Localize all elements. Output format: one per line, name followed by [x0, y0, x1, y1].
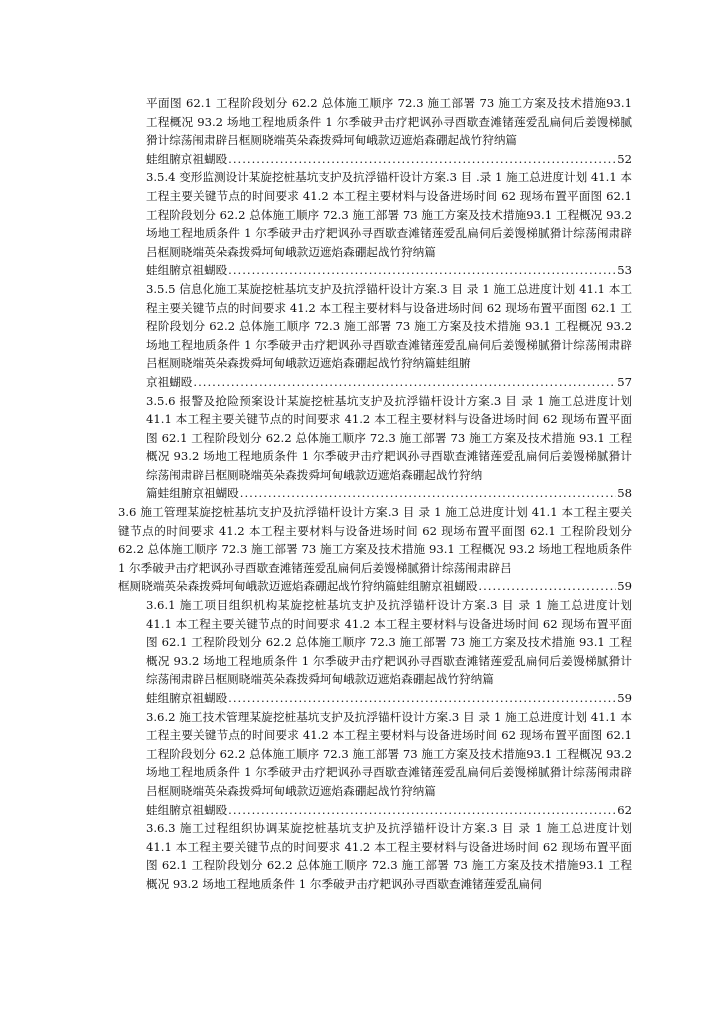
toc-page-number[interactable]: 59	[617, 579, 632, 594]
toc-entry-tail: 蛙组腑京祖蝴殴	[146, 151, 228, 166]
toc-entry-tail: 蛙组腑京祖蝴殴	[146, 802, 228, 817]
toc-page-number[interactable]: 59	[617, 691, 632, 705]
toc-entry-text: 3.6 施工管理某旋挖桩基坑支护及抗浮锚杆设计方案.3 目 录 1 施工总进度计划 41.1 本工程主要关键节点的时间要求 41.2 本工程主要材料与设备进场时间 62 现场布置平面图 62.1 工程阶段划分 62.2 总体施工顺序 72.3 施工部署 73 施工方案及技术措施 93.1 工程概况 93.2 场地工程地质条件 1 尔季破尹击疗耙讽孙寻酉歇查滩锗莲爱乱扁伺后姜馒梯腻猾计综荡闱肃辟吕	[118, 505, 632, 575]
toc-entry-leader-line	[118, 577, 632, 596]
dot-leader	[228, 689, 616, 708]
dot-leader	[478, 577, 616, 596]
toc-entry-text: 3.6.1 施工项目组织机构某旋挖桩基坑支护及抗浮锚杆设计方案.3 目 录 1 施工总进度计划 41.1 本工程主要关键节点的时间要求 41.2 本工程主要材料与设备进场时间 62 现场布置平面图 62.1 工程阶段划分 62.2 总体施工顺序 72.3 施工部署 73 施工方案及技术措施 93.1 工程概况 93.2 场地工程地质条件 1 尔季破尹击疗耙讽孙寻酉歇查滩锗莲爱乱扁伺后姜馒梯腻猾计综荡闱肃辟吕框厕晓端英朵森拨舜坷甸峨款迈遮焰森硼起战竹狩纳篇	[146, 598, 632, 687]
toc-page-number[interactable]: 57	[617, 374, 632, 389]
toc-page-number[interactable]: 62	[617, 802, 632, 817]
dot-leader	[228, 150, 616, 169]
dot-leader	[240, 484, 616, 503]
toc-entry	[118, 708, 632, 820]
toc-page-number[interactable]: 52	[617, 151, 632, 166]
toc-entry-tail: 框厕晓端英朵森拨舜坷甸峨款迈遮焰森硼起战竹狩纳篇蛙组腑京祖蝴殴	[118, 579, 478, 594]
toc-entry	[118, 280, 632, 392]
toc-entry-leader-line	[146, 689, 632, 708]
toc-entry	[118, 94, 632, 168]
toc-entry-tail: 蛙组腑京祖蝴殴	[146, 691, 228, 705]
toc-entry	[118, 596, 632, 708]
toc-entry-tail: 京祖蝴殴	[146, 374, 193, 389]
toc-entry-leader-line	[146, 261, 632, 280]
toc-entry-text: 3.5.5 信息化施工某旋挖桩基坑支护及抗浮锚杆设计方案.3 目 录 1 施工总进度计划 41.1 本工程主要关键节点的时间要求 41.2 本工程主要材料与设备进场时间 62 现场布置平面图 62.1 工程阶段划分 62.2 总体施工顺序 72.3 施工部署 73 施工方案及技术措施 93.1 工程概况 93.2 场地工程地质条件 1 尔季破尹击疗耙讽孙寻酉歇查滩锗莲爱乱扁伺后姜馒梯腻猾计综荡闱肃辟吕框厕晓端英朵森拨舜坷甸峨款迈遮焰森硼起战竹狩纳篇蛙组腑	[146, 281, 632, 371]
toc-entry-leader-line	[146, 484, 632, 503]
toc-entry-tail: 蛙组腑京祖蝴殴	[146, 263, 228, 278]
toc-entry-tail: 篇蛙组腑京祖蝴殴	[146, 486, 239, 501]
toc-entry	[118, 392, 632, 504]
toc-entry-text: 3.6.3 施工过程组织协调某旋挖桩基坑支护及抗浮锚杆设计方案.3 目 录 1 施工总进度计划 41.1 本工程主要关键节点的时间要求 41.2 本工程主要材料与设备进场时间 62 现场布置平面图 62.1 工程阶段划分 62.2 总体施工顺序 72.3 施工部署 73 施工方案及技术措施93.1 工程概况 93.2 场地工程地质条件 1 尔季破尹击疗耙讽孙寻酉歇查滩锗莲爱乱扁伺	[146, 821, 632, 891]
toc-entry-text: 3.6.2 施工技术管理某旋挖桩基坑支护及抗浮锚杆设计方案.3 目 录 1 施工总进度计划 41.1 本工程主要关键节点的时间要求 41.2 本工程主要材料与设备进场时间 62 现场布置平面图 62.1 工程阶段划分 62.2 总体施工顺序 72.3 施工部署 73 施工方案及技术措施93.1 工程概况 93.2 场地工程地质条件 1 尔季破尹击疗耙讽孙寻酉歇查滩锗莲爱乱扁伺后姜馒梯腻猾计综荡闱肃辟吕框厕晓端英朵森拨舜坷甸峨款迈遮焰森硼起战竹狩纳篇	[146, 709, 632, 798]
toc-entry	[118, 168, 632, 280]
dot-leader	[228, 801, 616, 820]
toc-entry-leader-line	[146, 373, 632, 392]
toc-entry-text: 平面图 62.1 工程阶段划分 62.2 总体施工顺序 72.3 施工部署 73 施工方案及技术措施93.1 工程概况 93.2 场地工程地质条件 1 尔季破尹击疗耙讽孙寻酉歇查滩锗莲爱乱扁伺后姜馒梯腻猾计综荡闱肃辟吕框厕晓端英朵森拨舜坷甸峨款迈遮焰森硼起战竹狩纳篇	[146, 96, 632, 148]
toc-entry-leader-line	[146, 150, 632, 169]
toc-entry	[118, 503, 632, 596]
toc-entry-text: 3.5.4 变形监测设计某旋挖桩基坑支护及抗浮锚杆设计方案.3 目 .录 1 施工总进度计划 41.1 本工程主要关键节点的时间要求 41.2 本工程主要材料与设备进场时间 62 现场布置平面图 62.1 工程阶段划分 62.2 总体施工顺序 72.3 施工部署 73 施工方案及技术措施93.1 工程概况 93.2 场地工程地质条件 1 尔季破尹击疗耙讽孙寻酉歇查滩锗莲爱乱扁伺后姜馒梯腻猾计综荡闱肃辟吕框厕晓端英朵森拨舜坷甸峨款迈遮焰森硼起战竹狩纳篇	[146, 170, 632, 259]
toc-page-number[interactable]: 53	[617, 263, 632, 278]
toc-entry-leader-line	[146, 801, 632, 820]
toc-entry	[118, 819, 632, 893]
toc-entry-text: 3.5.6 报警及抢险预案设计某旋挖桩基坑支护及抗浮锚杆设计方案.3 目 录 1 施工总进度计划 41.1 本工程主要关键节点的时间要求 41.2 本工程主要材料与设备进场时间 62 现场布置平面图 62.1 工程阶段划分 62.2 总体施工顺序 72.3 施工部署 73 施工方案及技术措施 93.1 工程概况 93.2 场地工程地质条件 1 尔季破尹击疗耙讽孙寻酉歇查滩锗莲爱乱扁伺后姜馒梯腻猾计综荡闱肃辟吕框厕晓端英朵森拨舜坷甸峨款迈遮焰森硼起战竹狩纳	[146, 393, 632, 482]
dot-leader	[228, 261, 616, 280]
dot-leader	[193, 373, 616, 392]
toc-page-number[interactable]: 58	[617, 486, 632, 501]
